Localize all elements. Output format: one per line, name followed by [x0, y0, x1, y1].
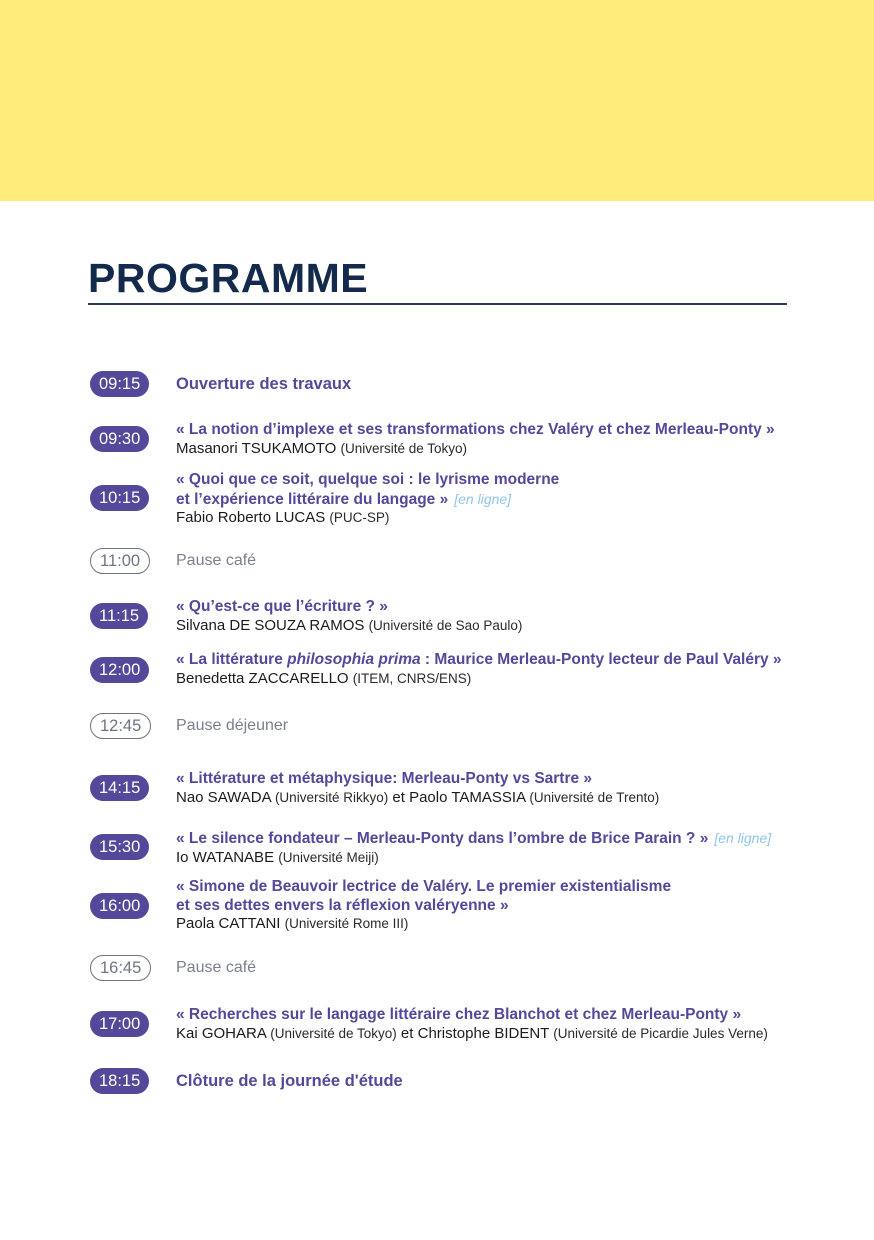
- speaker-name: Silvana DE SOUZA RAMOS: [176, 616, 365, 634]
- talk-title-line-2: et ses dettes envers la réflexion valéryenne »: [176, 896, 509, 914]
- speaker-line: [176, 509, 816, 528]
- time-badge: 18:15: [90, 1068, 149, 1094]
- time-badge: 09:30: [90, 426, 149, 452]
- speaker-name: Paola CATTANI: [176, 915, 281, 932]
- speaker-line: [176, 849, 816, 868]
- speaker-line: [176, 1025, 816, 1044]
- speaker-affiliation: (ITEM, CNRS/ENS): [352, 670, 472, 686]
- time-badge: 10:15: [90, 485, 149, 511]
- time-badge: 11:15: [90, 603, 148, 629]
- speaker-affiliation: (Université Meiji): [278, 849, 379, 865]
- online-tag: [en ligne]: [714, 830, 772, 846]
- pause-label: Pause café: [176, 959, 257, 976]
- speaker-name: Nao SAWADA: [176, 788, 271, 806]
- time-badge: 16:45: [90, 955, 151, 981]
- time-badge: 17:00: [90, 1011, 149, 1037]
- section-label: Ouverture des travaux: [176, 375, 352, 393]
- talk-title: « Recherches sur le langage littéraire chez Blanchot et chez Merleau-Ponty »: [176, 1006, 742, 1023]
- speaker2-affiliation: (Université de Trento): [529, 789, 660, 805]
- speaker-line: [176, 440, 816, 459]
- time-badge: 14:15: [90, 775, 149, 801]
- section-label: Clôture de la journée d'étude: [176, 1072, 403, 1090]
- speaker-line: [176, 670, 816, 689]
- time-badge: 16:00: [90, 893, 149, 919]
- speaker-affiliation: (Université Rome III): [284, 916, 409, 931]
- speaker-affiliation: (Université de Tokyo): [340, 440, 468, 456]
- talk-title-text: et l’expérience littéraire du langage »: [176, 490, 449, 508]
- talk-title: « Littérature et métaphysique: Merleau-Ponty vs Sartre »: [176, 770, 593, 787]
- talk-title-pre: « La littérature: [176, 651, 288, 668]
- speaker-name: Kai GOHARA: [176, 1024, 267, 1042]
- speaker-name: Fabio Roberto LUCAS: [176, 509, 326, 526]
- time-badge: 12:45: [90, 713, 151, 739]
- talk-title-line-1: « Simone de Beauvoir lectrice de Valéry. Le premier existentialisme: [176, 878, 672, 895]
- speaker2-affiliation: (Université de Picardie Jules Verne): [553, 1025, 768, 1041]
- talk-title-line-2: [176, 490, 816, 510]
- time-badge: 11:00: [90, 548, 150, 574]
- speaker-joiner: et: [388, 788, 410, 806]
- pause-label: Pause café: [176, 552, 257, 569]
- speaker-name: Benedetta ZACCARELLO: [176, 669, 349, 687]
- pause-label: Pause déjeuner: [176, 717, 289, 734]
- speaker2-name: Christophe BIDENT: [417, 1024, 550, 1042]
- talk-title: « La notion d’implexe et ses transformations chez Valéry et chez Merleau-Ponty »: [176, 421, 775, 438]
- time-badge: 15:30: [90, 834, 149, 860]
- speaker-affiliation: (PUC-SP): [329, 510, 390, 525]
- time-badge: 12:00: [90, 657, 149, 683]
- speaker-line: [176, 617, 816, 636]
- online-tag: [en ligne]: [454, 490, 512, 507]
- speaker2-name: Paolo TAMASSIA: [409, 788, 526, 806]
- time-badge: 09:15: [90, 371, 149, 397]
- top-color-band: [0, 0, 874, 201]
- speaker-line: [176, 915, 816, 934]
- speaker-line: [176, 789, 816, 808]
- speaker-name: Masanori TSUKAMOTO: [176, 439, 337, 457]
- talk-title-post: : Maurice Merleau-Ponty lecteur de Paul Valéry »: [420, 651, 782, 668]
- speaker-joiner: et: [396, 1024, 418, 1042]
- talk-title-italic: philosophia prima: [287, 651, 421, 668]
- talk-title: « Le silence fondateur – Merleau-Ponty dans l’ombre de Brice Parain ? »: [176, 830, 709, 847]
- speaker-affiliation: (Université Rikkyo): [274, 789, 389, 805]
- page-title: PROGRAMME: [88, 255, 369, 301]
- speaker-affiliation: (Université de Sao Paulo): [368, 617, 523, 633]
- title-divider: [88, 303, 787, 305]
- talk-title: [176, 651, 816, 670]
- talk-title: « Qu’est-ce que l’écriture ? »: [176, 598, 388, 615]
- speaker-affiliation: (Université de Tokyo): [270, 1025, 397, 1041]
- talk-title-line: [176, 829, 816, 849]
- speaker-name: Io WATANABE: [176, 848, 275, 866]
- talk-title-line-1: « Quoi que ce soit, quelque soi : le lyrisme moderne: [176, 471, 560, 488]
